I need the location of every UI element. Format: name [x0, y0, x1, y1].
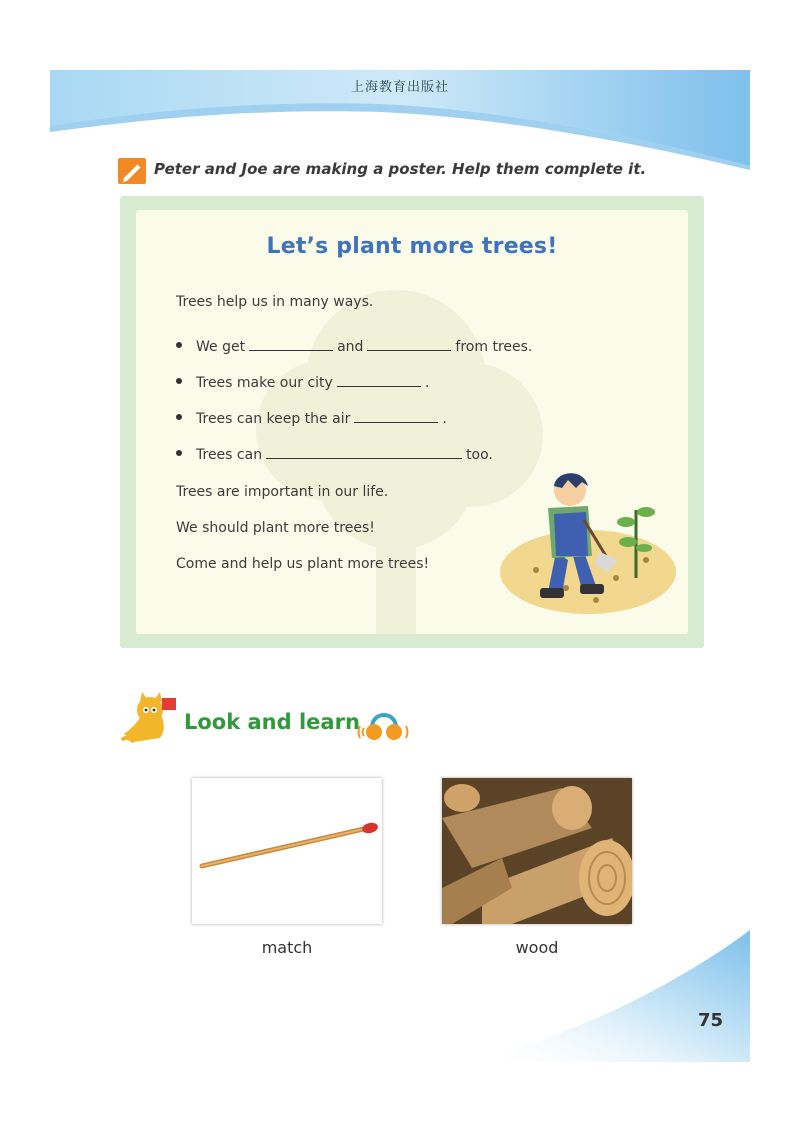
poster-intro: Trees help us in many ways.: [176, 294, 374, 310]
publisher-name: 上海教育出版社: [350, 80, 449, 95]
bullet-dot: [176, 378, 182, 384]
poster-title: Let’s plant more trees!: [266, 234, 558, 259]
closing-line: Come and help us plant more trees!: [176, 556, 430, 572]
poster-frame: [120, 196, 704, 648]
poster: [136, 210, 688, 634]
answer-blank[interactable]: [354, 408, 438, 423]
photo-caption: wood: [515, 938, 559, 957]
wood-logs-image: [442, 778, 632, 924]
match-photo: [192, 778, 382, 924]
section-title: Look and learn: [184, 710, 360, 734]
pencil-icon: [118, 158, 146, 184]
bullet-item: Trees can keep the air .: [176, 408, 447, 427]
cat-reading-icon: [120, 692, 182, 748]
closing-line: We should plant more trees!: [176, 520, 375, 536]
headphones-audio-icon[interactable]: [356, 702, 412, 742]
matchstick-image: [192, 778, 382, 924]
boy-planting-tree-illustration: [496, 460, 676, 620]
answer-blank[interactable]: [249, 336, 333, 351]
instruction-text: Peter and Joe are making a poster. Help them complete it.: [154, 160, 647, 178]
instruction-row: [118, 156, 718, 186]
photo-caption: match: [261, 938, 313, 957]
footer-wave-decoration: [470, 930, 750, 1062]
bullet-item: Trees can too.: [176, 444, 493, 463]
bullet-item: Trees make our city .: [176, 372, 429, 391]
bullet-item: We get and from trees.: [176, 336, 532, 355]
page-number: 75: [698, 1010, 724, 1031]
answer-blank[interactable]: [367, 336, 451, 351]
closing-line: Trees are important in our life.: [176, 484, 389, 500]
look-and-learn-heading: [120, 692, 440, 752]
wood-photo: [442, 778, 632, 924]
answer-blank[interactable]: [337, 372, 421, 387]
bullet-dot: [176, 342, 182, 348]
bullet-dot: [176, 450, 182, 456]
textbook-page: [50, 70, 750, 1062]
bullet-dot: [176, 414, 182, 420]
answer-blank[interactable]: [266, 444, 462, 459]
